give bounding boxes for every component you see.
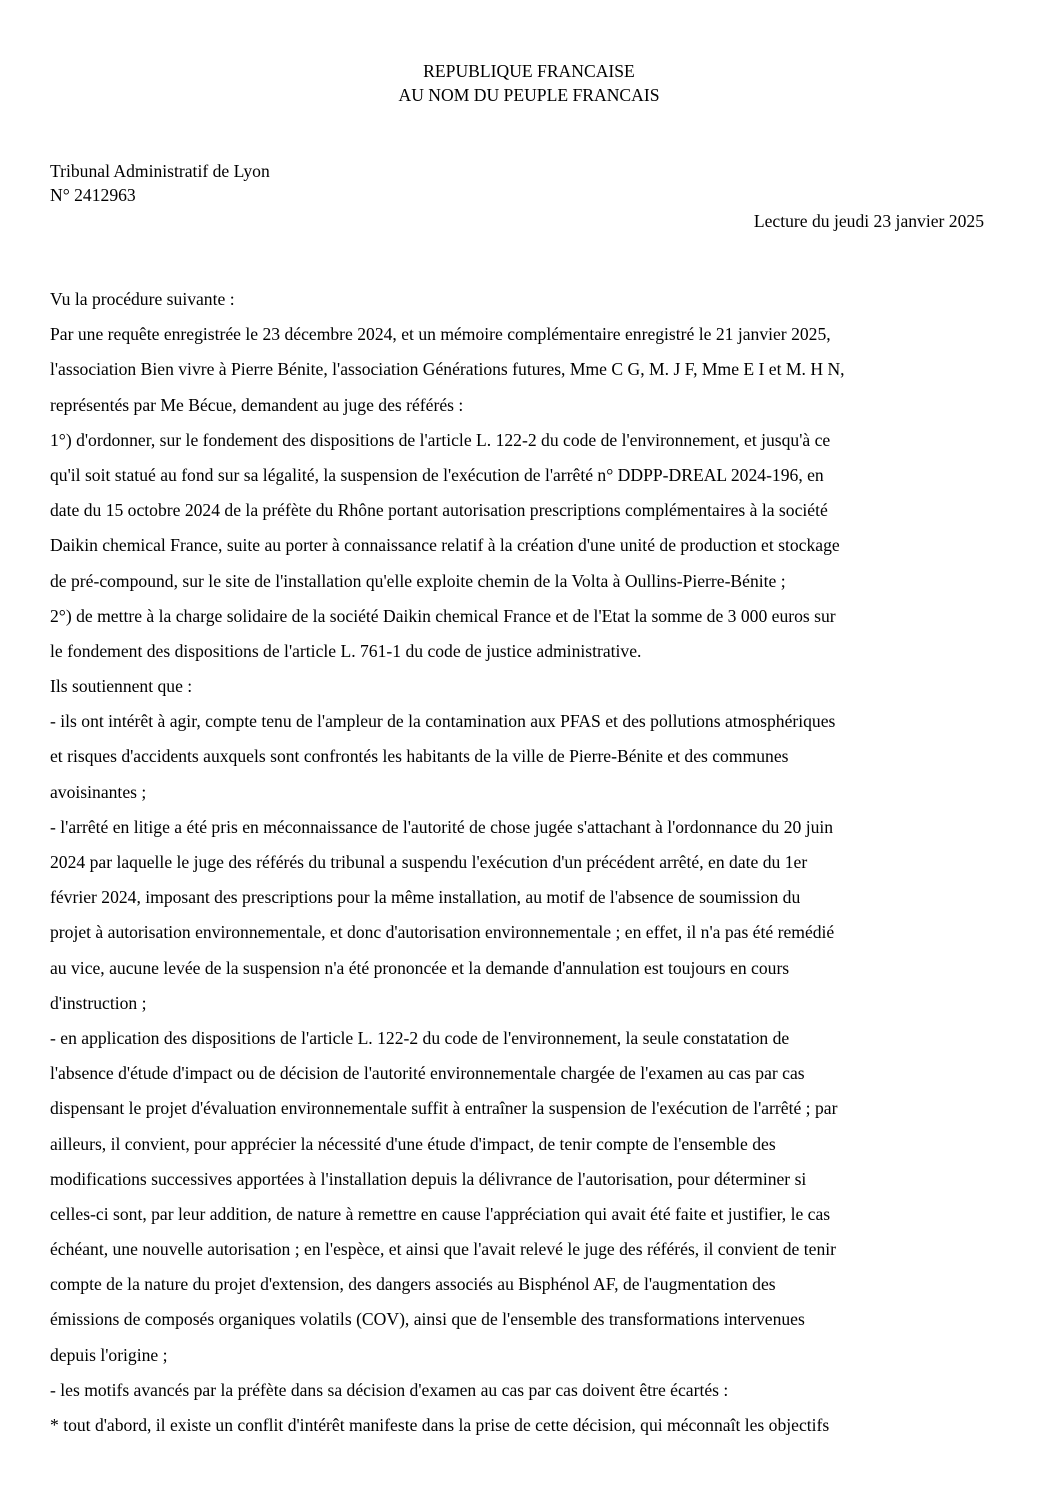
body-line: 1°) d'ordonner, sur le fondement des dispositions de l'article L. 122-2 du code de l'environnement, et jusqu'à ce — [50, 429, 831, 450]
body-line: avoisinantes ; — [50, 781, 147, 802]
body-line: Par une requête enregistrée le 23 décembre 2024, et un mémoire complémentaire enregistré le 21 janvier 2025, — [50, 324, 831, 345]
case-number: N° 2412963 — [50, 185, 136, 205]
body-line: au vice, aucune levée de la suspension n'a été prononcée et la demande d'annulation est toujours en cours — [50, 957, 790, 978]
body-line: * tout d'abord, il existe un conflit d'intérêt manifeste dans la prise de cette décision, qui méconnaît les objectifs — [50, 1415, 830, 1435]
reading-date: Lecture du jeudi 23 janvier 2025 — [753, 211, 984, 231]
body-line: d'instruction ; — [50, 992, 147, 1013]
body-line: février 2024, imposant des prescriptions pour la même installation, au motif de l'absence de soumission du — [50, 887, 801, 908]
document-body — [50, 287, 1010, 1448]
body-line: Vu la procédure suivante : — [50, 289, 235, 309]
body-line: de pré-compound, sur le site de l'installation qu'elle exploite chemin de la Volta à Oullins-Pierre-Bénite ; — [50, 570, 786, 591]
body-line: qu'il soit statué au fond sur sa légalité, la suspension de l'exécution de l'arrêté n° DDPP-DREAL 2024-196, en — [50, 464, 824, 485]
body-line: le fondement des dispositions de l'article L. 761-1 du code de justice administrative. — [50, 640, 642, 661]
people-heading: AU NOM DU PEUPLE FRANCAIS — [398, 85, 660, 105]
court-block — [50, 159, 270, 207]
body-line: depuis l'origine ; — [50, 1344, 168, 1365]
body-line: dispensant le projet d'évaluation environnementale suffit à entraîner la suspension de l'exécution de l'arrêté ; par — [50, 1098, 838, 1119]
body-line: émissions de composés organiques volatils (COV), ainsi que de l'ensemble des transformations intervenues — [50, 1309, 805, 1330]
body-line: modifications successives apportées à l'installation depuis la délivrance de l'autorisation, pour déterminer si — [50, 1168, 807, 1189]
body-line: date du 15 octobre 2024 de la préfète du Rhône portant autorisation prescriptions complémentaires à la société — [50, 500, 828, 521]
body-line: projet à autorisation environnementale, et donc d'autorisation environnementale ; en effet, il n'a pas été remédié — [50, 922, 835, 943]
body-line: Ils soutiennent que : — [50, 676, 193, 697]
body-line: 2°) de mettre à la charge solidaire de la société Daikin chemical France et de l'Etat la somme de 3 000 euros sur — [50, 605, 836, 626]
body-line: et risques d'accidents auxquels sont confrontés les habitants de la ville de Pierre-Bénite et des communes — [50, 746, 789, 767]
court-name: Tribunal Administratif de Lyon — [50, 161, 270, 181]
body-line: compte de la nature du projet d'extension, des dangers associés au Bisphénol AF, de l'augmentation des — [50, 1274, 776, 1295]
republic-heading: REPUBLIQUE FRANCAISE — [423, 61, 635, 81]
body-line: l'absence d'étude d'impact ou de décision de l'autorité environnementale chargée de l'examen au cas par cas — [50, 1063, 805, 1084]
body-line: échéant, une nouvelle autorisation ; en l'espèce, et ainsi que l'avait relevé le juge des référés, il convient de tenir — [50, 1239, 837, 1260]
body-line: ailleurs, il convient, pour apprécier la nécessité d'une étude d'impact, de tenir compte de l'ensemble des — [50, 1133, 776, 1154]
body-line: - en application des dispositions de l'article L. 122-2 du code de l'environnement, la seule constatation de — [50, 1027, 790, 1048]
body-line: - l'arrêté en litige a été pris en méconnaissance de l'autorité de chose jugée s'attachant à l'ordonnance du 20 juin — [50, 816, 834, 837]
body-line: celles-ci sont, par leur addition, de nature à remettre en cause l'appréciation qui avait été faite et justifier, le cas — [50, 1203, 831, 1224]
body-line: - ils ont intérêt à agir, compte tenu de l'ampleur de la contamination aux PFAS et des pollutions atmosphériques — [50, 711, 836, 732]
body-line: - les motifs avancés par la préfète dans sa décision d'examen au cas par cas doivent être écartés : — [50, 1379, 729, 1400]
body-line: Daikin chemical France, suite au porter à connaissance relatif à la création d'une unité de production et stockage — [50, 535, 840, 556]
body-line: 2024 par laquelle le juge des référés du tribunal a suspendu l'exécution d'un précédent arrêté, en date du 1er — [50, 852, 808, 872]
body-line: l'association Bien vivre à Pierre Bénite, l'association Générations futures, Mme C G, M. J F, Mme E I et M. H N, — [50, 359, 845, 380]
body-line: représentés par Me Bécue, demandent au juge des référés : — [50, 394, 464, 415]
